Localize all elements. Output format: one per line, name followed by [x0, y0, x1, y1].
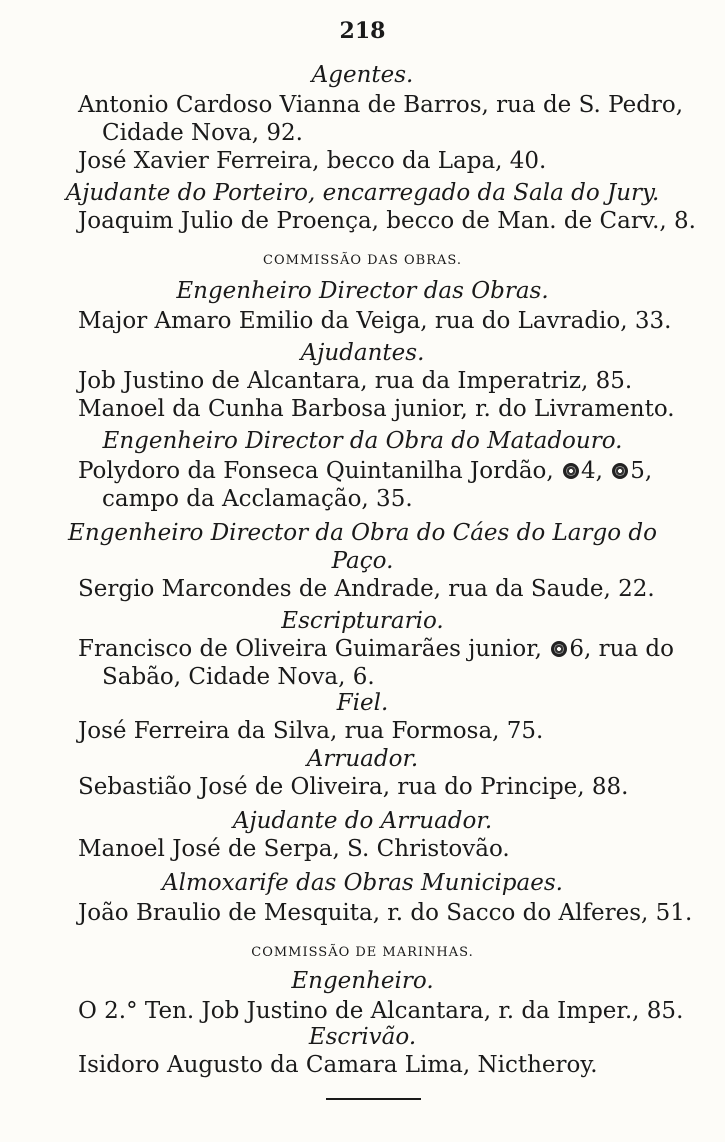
- entry-manoel-jose-serpa: Manoel José de Serpa, S. Christovão.: [78, 836, 510, 862]
- heading-agentes: Agentes.: [311, 62, 414, 88]
- entry-major-amaro: Major Amaro Emilio da Veiga, rua do Lavradio, 33.: [78, 308, 672, 334]
- entry-jose-xavier: José Xavier Ferreira, becco da Lapa, 40.: [78, 148, 547, 174]
- heading-arruador: Arruador.: [306, 746, 419, 772]
- entry-job-justino: Job Justino de Alcantara, rua da Imperatriz, 85.: [78, 368, 633, 394]
- heading-ajudantes: Ajudantes.: [300, 340, 425, 366]
- order-medal-icon: [563, 463, 579, 479]
- heading-almoxarife: Almoxarife das Obras Municipaes.: [162, 870, 563, 896]
- entry-sergio-marcondes: Sergio Marcondes de Andrade, rua da Saude, 22.: [78, 576, 655, 602]
- entry-francisco-oliveira: [78, 634, 678, 664]
- entry-polydoro-cont: campo da Acclamação, 35.: [102, 486, 413, 512]
- end-rule-divider: [326, 1098, 421, 1100]
- heading-matadouro: Engenheiro Director da Obra do Matadouro.: [102, 428, 623, 454]
- entry-francisco-cont: Sabão, Cidade Nova, 6.: [102, 664, 375, 690]
- entry-sebastiao-jose: Sebastião José de Oliveira, rua do Principe, 88.: [78, 774, 629, 800]
- entry-text: Antonio Cardoso Vianna de Barros, rua de S. Pedro,: [78, 92, 684, 118]
- heading-escripturario: Escripturario.: [281, 608, 444, 634]
- heading-ajudante-porteiro: Ajudante do Porteiro, encarregado da Sala do Jury.: [65, 180, 660, 206]
- heading-engenheiro-marinhas: Engenheiro.: [291, 968, 434, 994]
- entry-ten-job-justino: O 2.° Ten. Job Justino de Alcantara, r. da Imper., 85.: [78, 998, 684, 1024]
- entry-antonio-cardoso: [78, 90, 684, 120]
- entry-jose-ferreira: José Ferreira da Silva, rua Formosa, 75.: [78, 718, 544, 744]
- heading-ajudante-arruador: Ajudante do Arruador.: [232, 808, 493, 834]
- heading-engenheiro-director-obras: Engenheiro Director das Obras.: [176, 278, 549, 304]
- entry-isidoro-augusto: Isidoro Augusto da Camara Lima, Nictheroy.: [78, 1052, 598, 1078]
- section-commissao-obras: COMMISSÃO DAS OBRAS.: [263, 253, 462, 268]
- order-medal-icon: [551, 641, 567, 657]
- entry-manoel-cunha: Manoel da Cunha Barbosa junior, r. do Livramento.: [78, 396, 675, 422]
- page-number: 218: [339, 18, 386, 44]
- heading-escrivao: Escrivão.: [308, 1024, 417, 1050]
- entry-joaquim-julio: Joaquim Julio de Proença, becco de Man. de Carv., 8.: [78, 208, 696, 234]
- order-medal-icon: [612, 463, 628, 479]
- medal-number: 4,: [581, 458, 603, 484]
- heading-caes: Engenheiro Director da Obra do Cáes do Largo do: [68, 520, 657, 546]
- entry-antonio-cardoso-cont: Cidade Nova, 92.: [102, 120, 303, 146]
- entry-joao-braulio: João Braulio de Mesquita, r. do Sacco do Alferes, 51.: [78, 900, 693, 926]
- heading-fiel: Fiel.: [336, 690, 389, 716]
- medal-number: 5,: [630, 458, 653, 484]
- section-commissao-marinhas: COMMISSÃO DE MARINHAS.: [251, 945, 474, 960]
- heading-caes-cont: Paço.: [331, 548, 394, 574]
- entry-polydoro: [78, 456, 678, 486]
- entry-rest: 6, rua do: [569, 636, 674, 662]
- entry-name: Francisco de Oliveira Guimarães junior,: [78, 636, 542, 662]
- entry-name: Polydoro da Fonseca Quintanilha Jordão,: [78, 458, 554, 484]
